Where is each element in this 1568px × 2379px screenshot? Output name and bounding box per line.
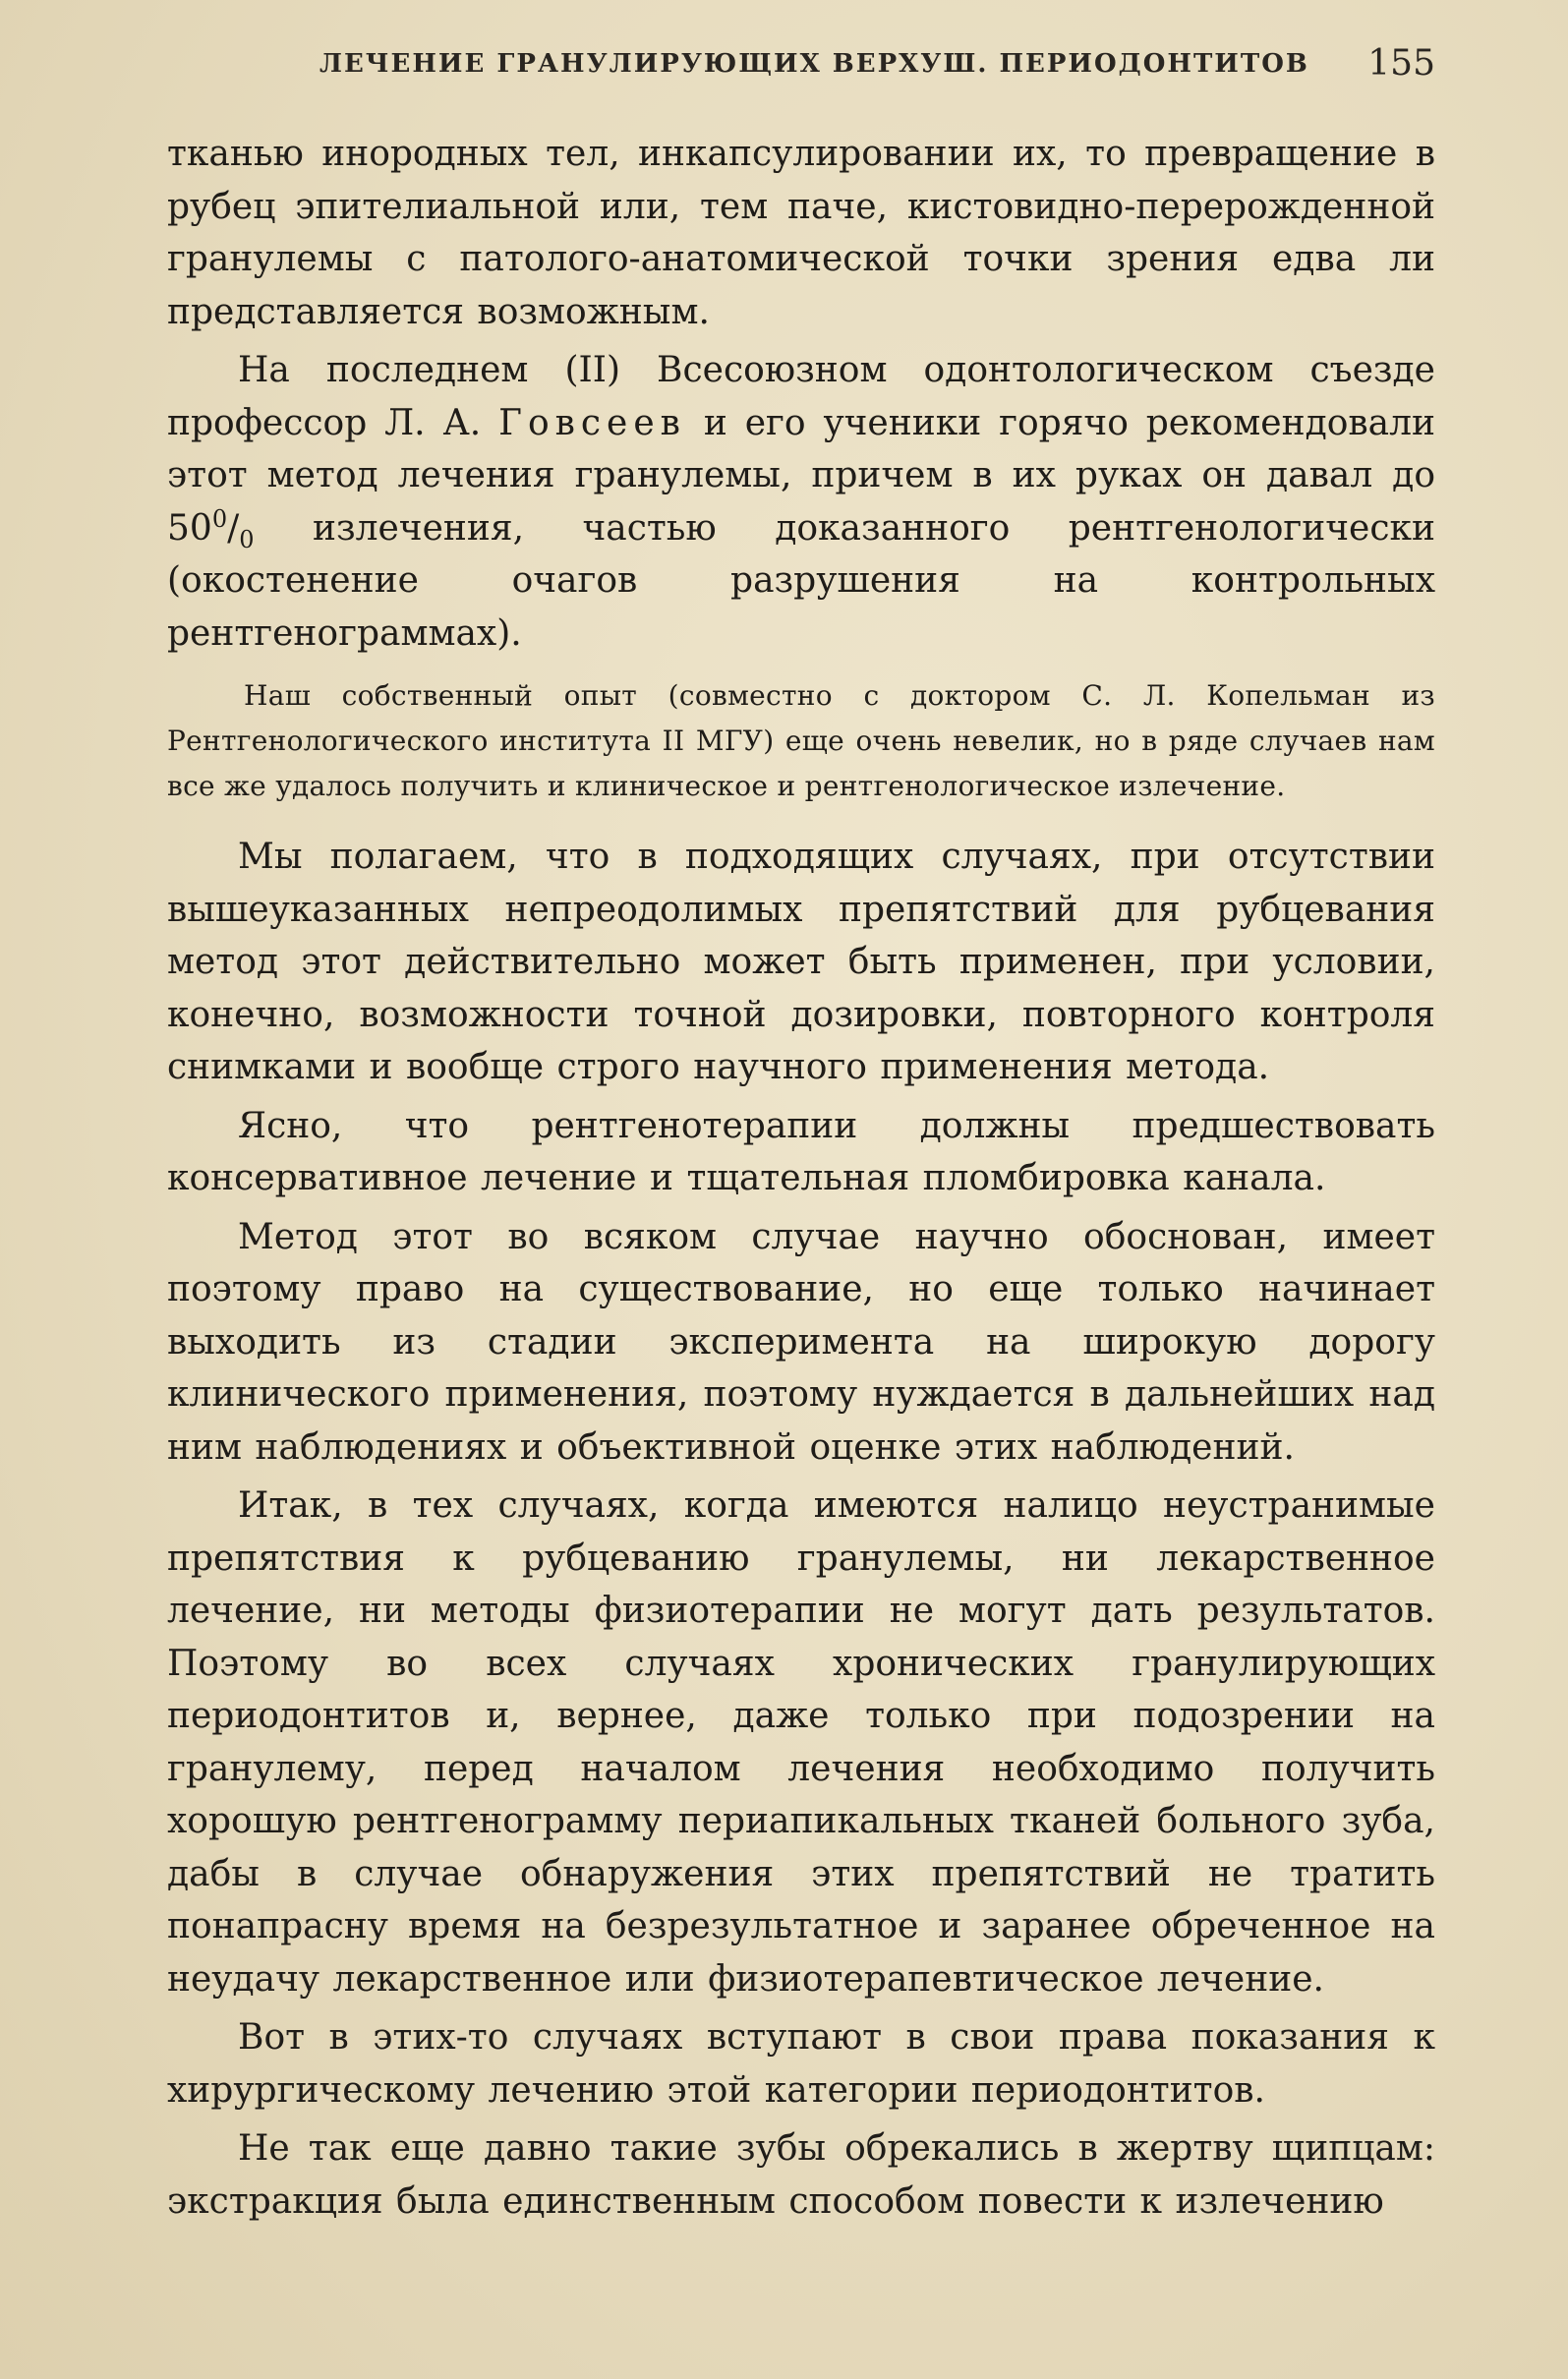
paragraph-continuation: тканью инородных тел, инкапсулировании их, то превращение в рубец эпителиальной или, тем паче, кистовидно-перерожденной гранулемы с патолого-анатомической точки зрения едва ли представляется возможным. — [167, 134, 1435, 332]
surname-govseev: Говсеев — [498, 402, 686, 443]
percent-sup: 0 — [211, 504, 228, 533]
body-text — [167, 128, 1435, 2228]
running-head — [167, 43, 1435, 83]
paragraph-congress-part-c: излечения, частью доказанного рентгенологически (окостенение очагов разрушения на контрольных рентгенограммах). — [167, 507, 1435, 654]
paragraph-extraction: Не так еще давно такие зубы обрекались в жертву щипцам: экстракция была единственным способом повести к излечению — [167, 2128, 1435, 2222]
percent-sub: 0 — [239, 525, 255, 553]
paragraph-surgery: Вот в этих-то случаях вступают в свои права показания к хирургическому лечению этой категории периодонтитов. — [167, 2017, 1435, 2111]
small-print-note: Наш собственный опыт (совместно с доктором С. Л. Копельман из Рентгенологического института II МГУ) еще очень невелик, но в ряде случаев нам все же удалось получить и клиническое и рентгенологическое излечение. — [167, 679, 1435, 802]
paragraph-conclusion: Итак, в тех случаях, когда имеются налицо неустранимые препятствия к рубцеванию гранулемы, ни лекарственное лечение, ни методы физиотерапии не могут дать результатов. Поэтому во всех случаях хронических гранулирующих периодонтитов и, вернее, даже только при подозрении на гранулему, перед началом лечения необходимо получить хорошую рентгенограмму периапикальных тканей больного зуба, дабы в случае обнаружения этих препятствий не тратить понапрасну время на безрезультатное и заранее обреченное на неудачу лекарственное или физиотерапевтическое лечение. — [167, 1485, 1435, 2000]
paragraph-conservative: Ясно, что рентгенотерапии должны предшествовать консервативное лечение и тщательная пломбировка канала. — [167, 1105, 1435, 1198]
percent-slash: / — [227, 507, 240, 549]
page-number: 155 — [1367, 43, 1435, 84]
paragraph-congress-part-b: и его ученики горячо рекомендовали этот метод лечения гранулемы, причем в их руках он давал до 50 — [167, 402, 1436, 549]
paragraph-method: Метод этот во всяком случае научно обоснован, имеет поэтому право на существование, но еще только начинает выходить из стадии эксперимента на широкую дорогу клинического применения, поэтому нуждается в дальнейших над ним наблюдениях и объективной оценке этих наблюдений. — [167, 1216, 1435, 1468]
paragraph-congress — [167, 344, 1435, 660]
paragraph-congress-part-a: На последнем (II) Всесоюзном одонтологическом съезде профессор Л. А. — [167, 350, 1435, 443]
paragraph-suitable-cases: Мы полагаем, что в подходящих случаях, при отсутствии вышеуказанных непреодолимых препятствий для рубцевания метод этот действительно может быть применен, при условии, конечно, возможности точной дозировки, повторного контроля снимками и вообще строго научного применения метода. — [167, 837, 1435, 1087]
running-title: ЛЕЧЕНИЕ ГРАНУЛИРУЮЩИХ ВЕРХУШ. ПЕРИОДОНТИТОВ — [319, 49, 1309, 79]
